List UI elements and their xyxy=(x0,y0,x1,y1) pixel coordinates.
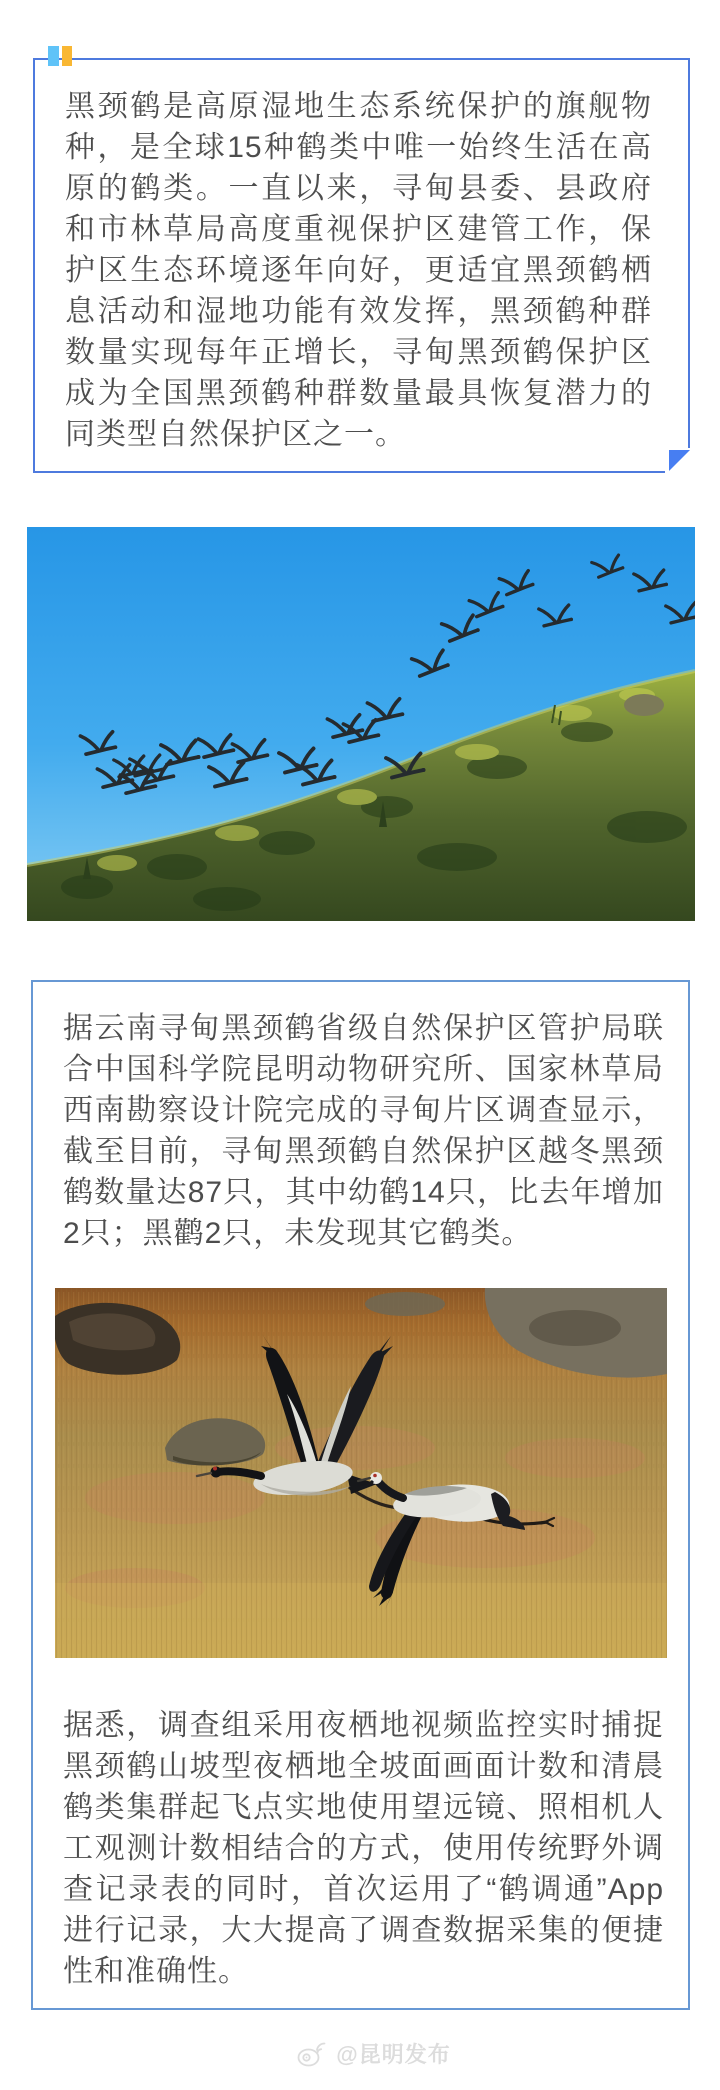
photo-cranes-over-hillside xyxy=(27,527,695,921)
photo-two-cranes-flying xyxy=(55,1288,667,1658)
survey-paragraph-2: 据悉，调查组采用夜栖地视频监控实时捕捉黑颈鹤山坡型夜栖地全坡面画面计数和清晨鹤类集群起飞点实地使用望远镜、照相机人工观测计数相结合的方式，使用传统野外调查记录表的同时，首次运用了“鹤调通”App进行记录，大大提高了调查数据采集的便捷性和准确性。 xyxy=(63,1709,664,1988)
weibo-icon xyxy=(297,2040,329,2067)
survey-paragraph-1: 据云南寻甸黑颈鹤省级自然保护区管护局联合中国科学院昆明动物研究所、国家林草局西南勘察设计院完成的寻甸片区调查显示，截至目前，寻甸黑颈鹤自然保护区越冬黑颈鹤数量达87只，其中幼鹤14只，比去年增加2只；黑鹳2只，未发现其它鹤类。 xyxy=(63,1012,664,1250)
folded-corner-triangle xyxy=(669,450,690,471)
intro-paragraph: 黑颈鹤是高原湿地生态系统保护的旗舰物种，是全球15种鹤类中唯一始终生活在高原的鹤类。一直以来，寻甸县委、县政府和市林草局高度重视保护区建管工作，保护区生态环境逐年向好，更适宜黑颈鹤栖息活动和湿地功能有效发挥，黑颈鹤种群数量实现每年正增长，寻甸黑颈鹤保护区成为全国黑颈鹤种群数量最具恢复潜力的同类型自然保护区之一。 xyxy=(65,90,652,451)
folded-corner-decoration xyxy=(665,448,690,473)
accent-bar-yellow xyxy=(62,46,72,66)
two-cranes-illustration xyxy=(55,1288,667,1658)
cranes-hillside-illustration xyxy=(27,527,695,921)
survey-text-box xyxy=(31,980,690,2010)
intro-text-box xyxy=(33,58,690,473)
watermark-text: @昆明发布 xyxy=(336,2042,451,2067)
rock-outcrop xyxy=(624,694,664,716)
accent-bar-blue xyxy=(48,46,59,66)
footer-watermark xyxy=(14,2038,720,2069)
